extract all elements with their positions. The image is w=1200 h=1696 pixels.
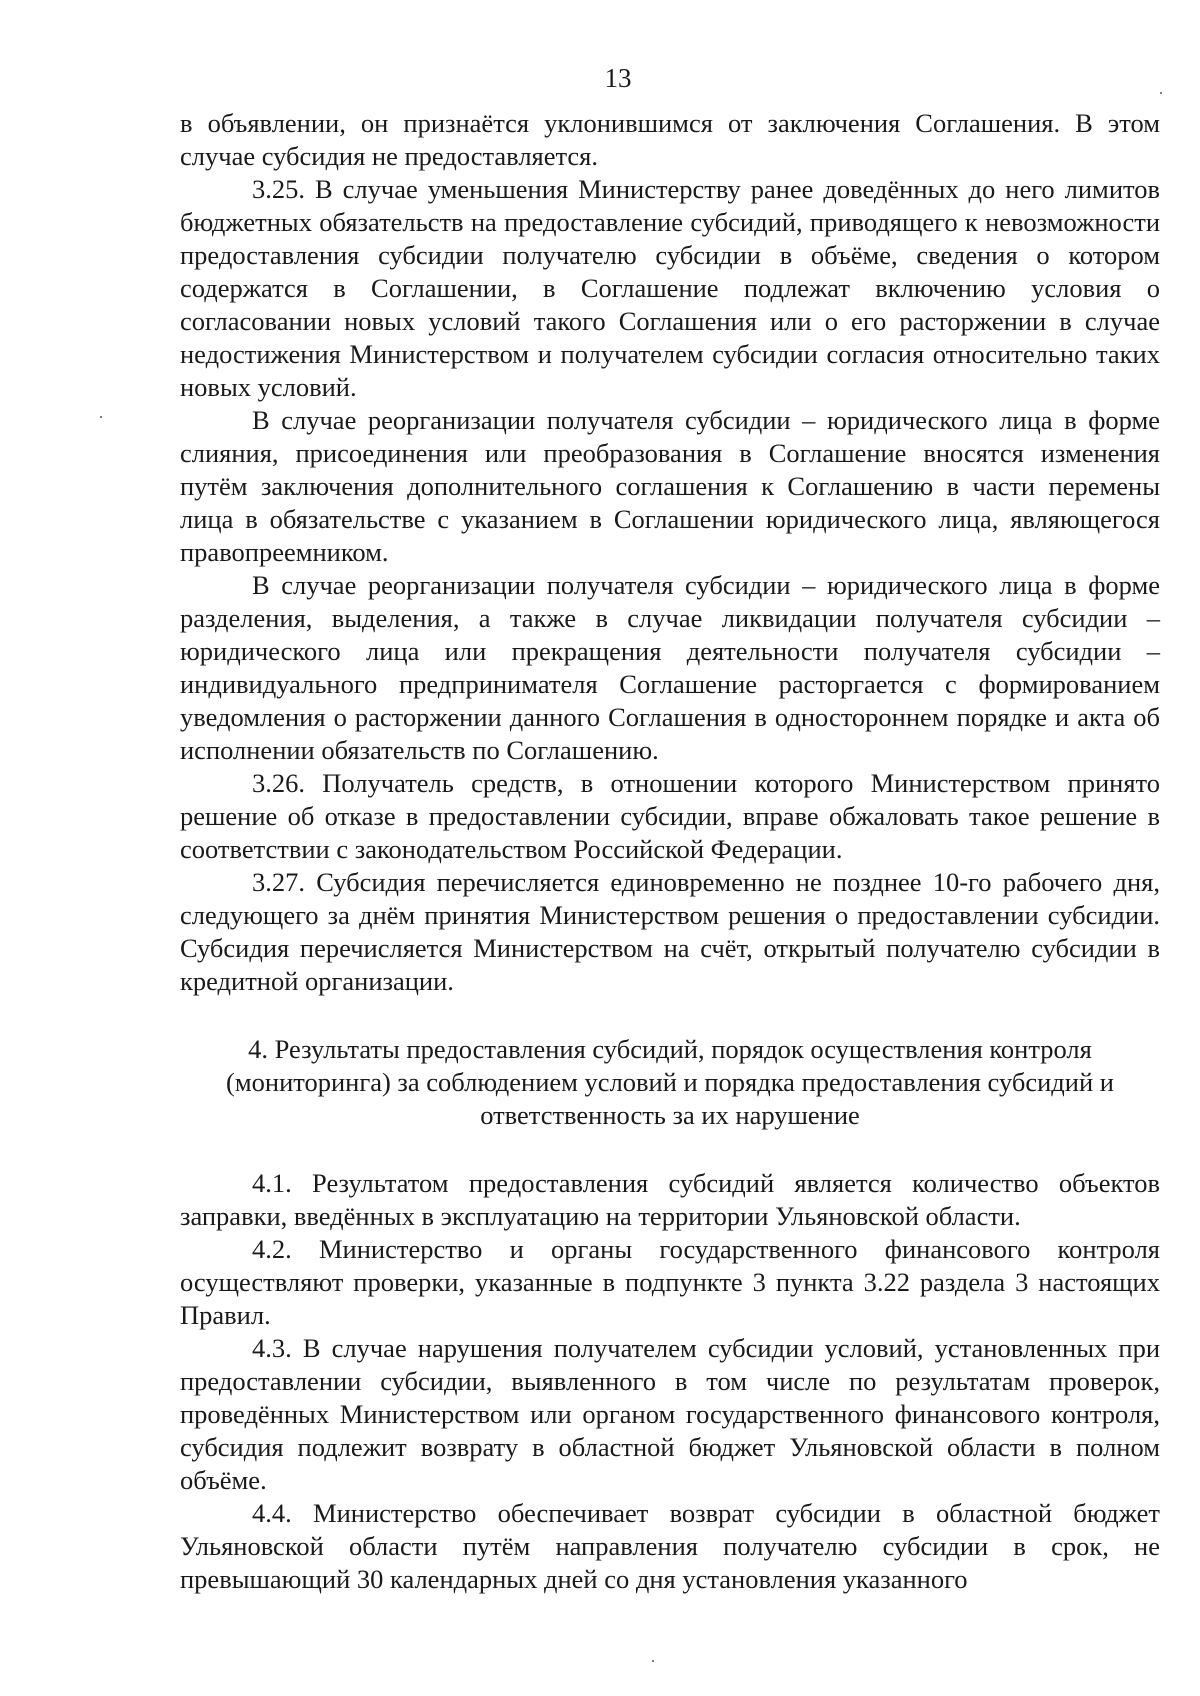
paragraph-4-1: 4.1. Результатом предоставления субсидий является количество объектов заправки, введённых в эксплуатацию на территории Ульяновской области. [180, 1168, 1160, 1231]
paragraph-continuation: в объявлении, он признаётся уклонившимся от заключения Соглашения. В этом случае субсидия не предоставляется. [180, 108, 1160, 171]
document-body [180, 107, 1160, 1596]
paragraph-3-25: 3.25. В случае уменьшения Министерству ранее доведённых до него лимитов бюджетных обязательств на предоставление субсидий, приводящего к невозможности предоставления субсидии получателю субсидии в объёме, сведения о котором содержатся в Соглашении, в Соглашение подлежат включению условия о согласовании новых условий такого Соглашения или о его расторжении в случае недостижения Министерством и получателем субсидии согласия относительно таких новых условий. [180, 174, 1160, 402]
paragraph-3-26: 3.26. Получатель средств, в отношении которого Министерством принято решение об отказе в предоставлении субсидии, вправе обжаловать такое решение в соответствии с законодательством Российской Федерации. [180, 768, 1160, 864]
paragraph-4-2: 4.2. Министерство и органы государственного финансового контроля осуществляют проверки, указанные в подпункте 3 пункта 3.22 раздела 3 настоящих Правил. [180, 1234, 1160, 1330]
paragraph-3-27: 3.27. Субсидия перечисляется единовременно не позднее 10-го рабочего дня, следующего за днём принятия Министерством решения о предоставлении субсидии. Субсидия перечисляется Министерством на счёт, открытый получателю субсидии в кредитной организации. [180, 867, 1160, 996]
section-heading-4: 4. Результаты предоставления субсидий, порядок осуществления контроля (мониторинга) за соблюдением условий и порядка предоставления субсидий и ответственность за их нарушение [226, 1034, 1114, 1130]
page-number: 13 [604, 63, 632, 93]
paragraph-4-4: 4.4. Министерство обеспечивает возврат субсидии в областной бюджет Ульяновской области путём направления получателю субсидии в срок, не превышающий 30 календарных дней со дня установления указанного [180, 1498, 1160, 1594]
scan-speck [100, 416, 102, 418]
paragraph-4-3: 4.3. В случае нарушения получателем субсидии условий, установленных при предоставлении субсидии, выявленного в том числе по результатам проверок, проведённых Министерством или органом государственного финансового контроля, субсидия подлежит возврату в областной бюджет Ульяновской области в полном объёме. [180, 1333, 1160, 1495]
scan-speck [652, 1660, 654, 1662]
paragraph-reorganization-merger: В случае реорганизации получателя субсидии – юридического лица в форме слияния, присоединения или преобразования в Соглашение вносятся изменения путём заключения дополнительного соглашения к Соглашению в части перемены лица в обязательстве с указанием в Соглашении юридического лица, являющегося правопреемником. [180, 405, 1160, 567]
scan-speck [1160, 92, 1162, 94]
paragraph-reorganization-division: В случае реорганизации получателя субсидии – юридического лица в форме разделения, выделения, а также в случае ликвидации получателя субсидии – юридического лица или прекращения деятельности получателя субсидии – индивидуального предпринимателя Соглашение расторгается с формированием уведомления о расторжении данного Соглашения в одностороннем порядке и акта об исполнении обязательств по Соглашению. [180, 570, 1160, 765]
